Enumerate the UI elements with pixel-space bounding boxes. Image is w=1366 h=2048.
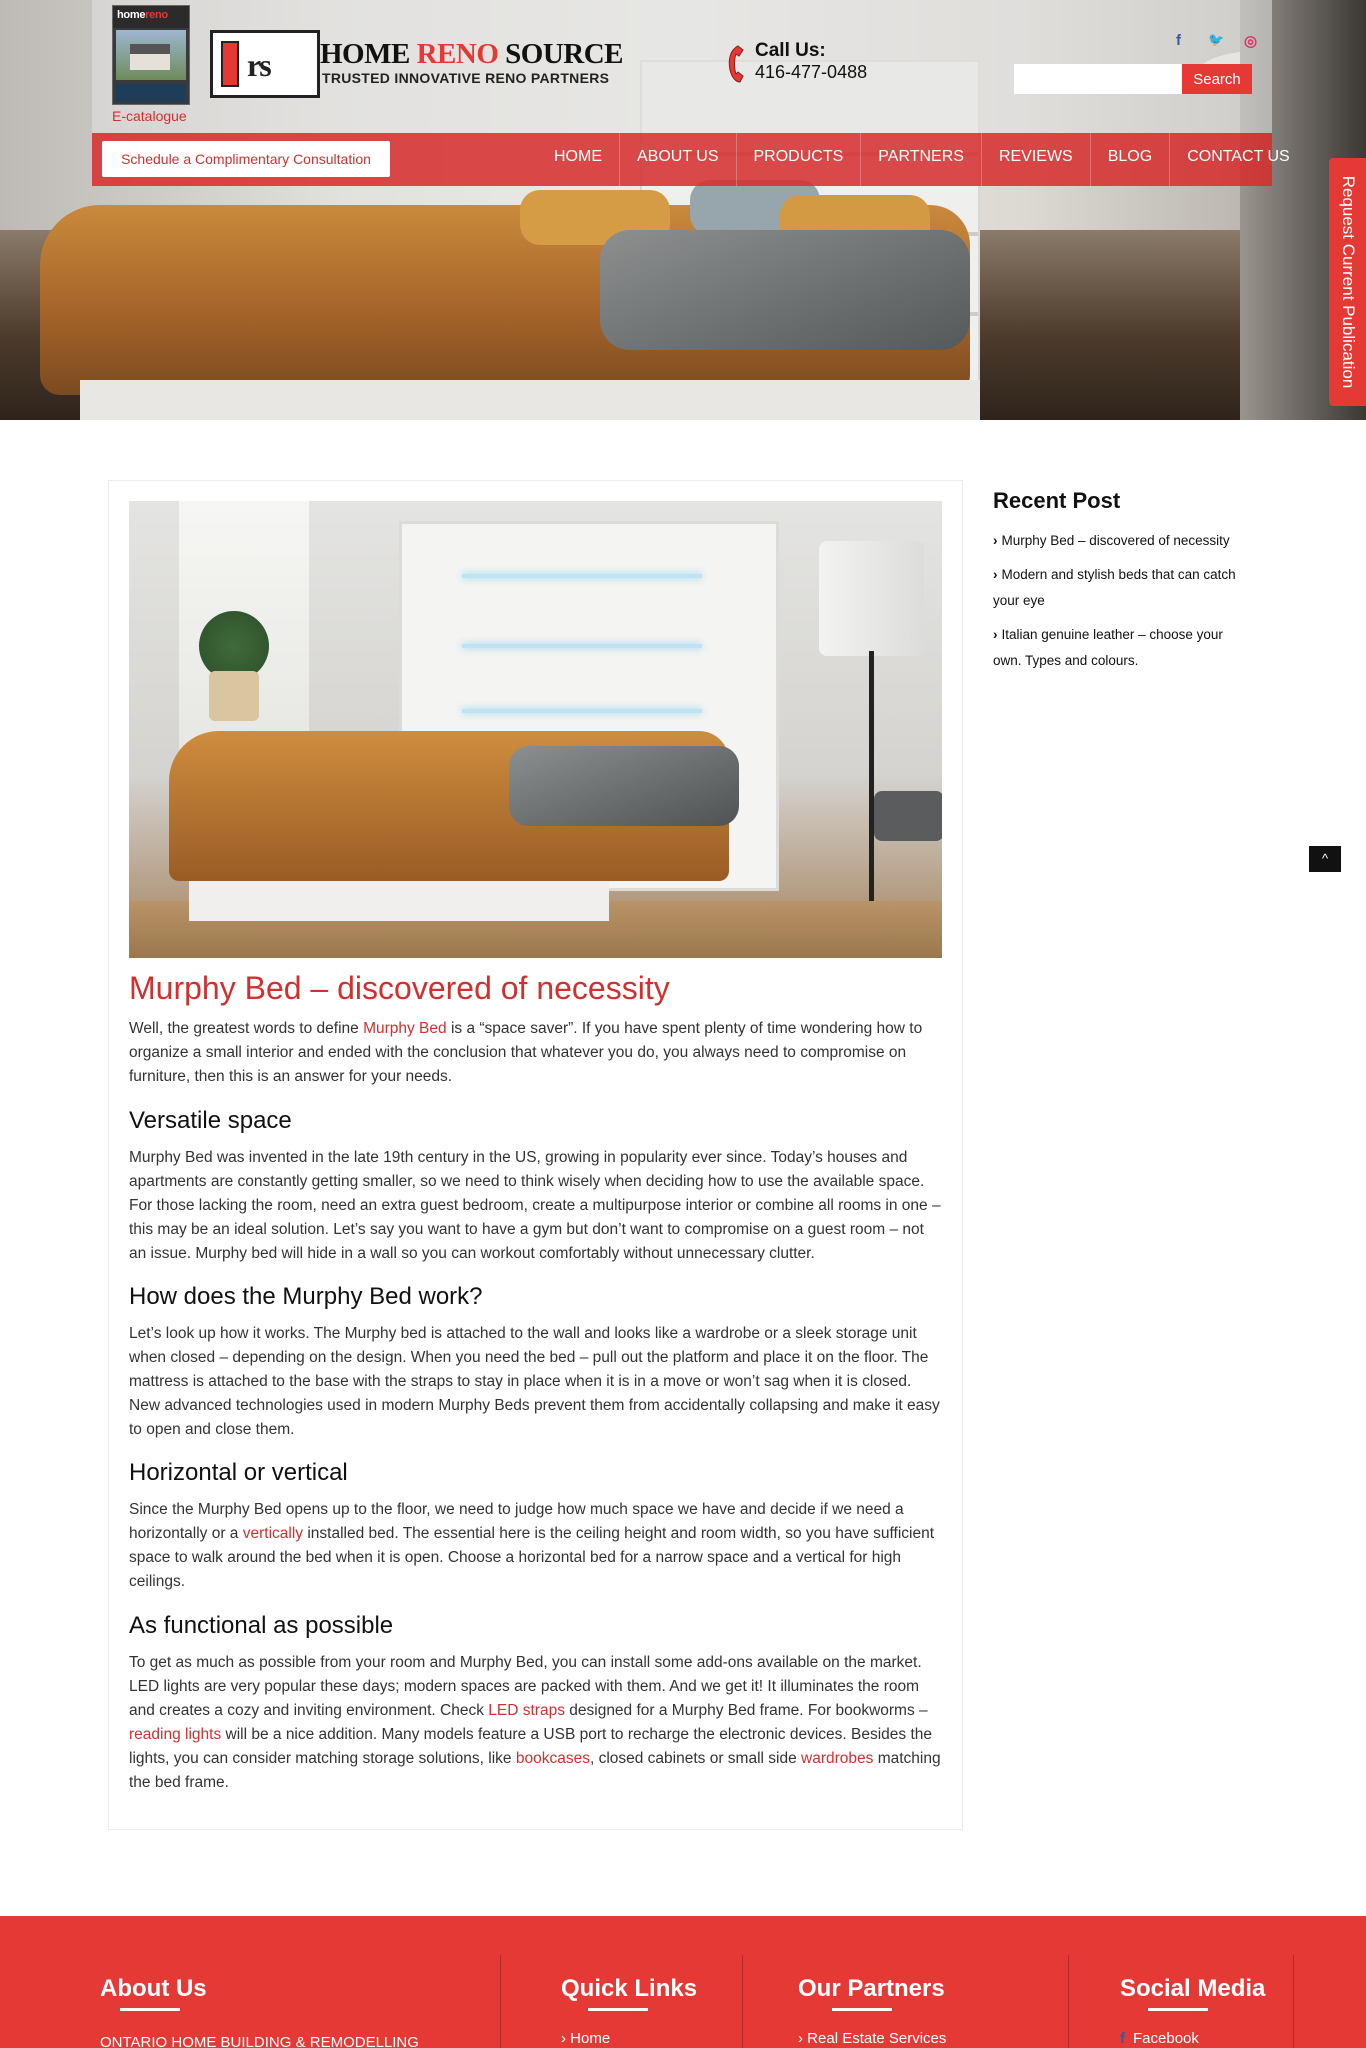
image-lamp: [819, 541, 924, 656]
image-blanket: [509, 746, 739, 826]
footer-divider: [1293, 1955, 1294, 2048]
footer-underline: [1148, 2008, 1208, 2011]
phone-icon: [726, 44, 744, 84]
chevron-up-icon: ^: [1321, 851, 1329, 866]
brand-name: HOME RENO SOURCE: [320, 38, 623, 70]
twitter-icon[interactable]: 🐦: [1208, 32, 1225, 47]
paragraph-horizontal-vertical: Since the Murphy Bed opens up to the floor, we need to judge how much space we have and decide if we need a horizontally or a vertically installed bed. The essential here is the ceiling height and room width, so you have sufficient space to walk around the bed when it is open. Choose a horizontal bed for a narrow space and a vertical for high ceilings.: [129, 1501, 935, 1590]
recent-post-item[interactable]: › Italian genuine leather – choose your own. Types and colours.: [993, 627, 1223, 668]
logo-mark: [210, 30, 320, 98]
nav-home[interactable]: HOME: [554, 148, 602, 165]
image-chair: [874, 791, 942, 841]
chevron-right-icon: ›: [993, 567, 998, 582]
footer-divider: [500, 1955, 501, 2048]
footer-divider: [1068, 1955, 1069, 2048]
main-nav: [537, 133, 1307, 186]
footer-quick-links-title: Quick Links: [561, 1975, 698, 2002]
ecatalogue-link[interactable]: E-catalogue: [112, 108, 187, 124]
footer-link-home[interactable]: › Home: [561, 2030, 611, 2047]
nav-blog[interactable]: BLOG: [1090, 133, 1169, 186]
logo-monogram: rs: [247, 47, 270, 83]
chevron-right-icon: ›: [993, 533, 998, 548]
search-input[interactable]: [1014, 64, 1182, 94]
image-lamp-pole: [869, 651, 874, 901]
footer-underline: [588, 2008, 648, 2011]
search-button[interactable]: Search: [1182, 64, 1252, 94]
paragraph-functional: To get as much as possible from your room and Murphy Bed, you can install some add-ons available on the market. LED lights are very popular these days; modern spaces are packed with them. And we get it! It illuminates the room and creates a cozy and inviting environment. Check LED straps designed for a Murphy Bed frame. For bookworms – reading lights will be a nice addition. Many models feature a USB port to recharge the electronic devices. Besides the lights, you can consider matching storage solutions, like bookcases, closed cabinets or small side wardrobes matching the bed frame.: [129, 1654, 941, 1791]
facebook-icon: f: [1120, 2030, 1125, 2047]
footer-about-text: ONTARIO HOME BUILDING & REMODELLING: [100, 2034, 419, 2048]
nav-contact-us[interactable]: CONTACT US: [1169, 133, 1307, 186]
chevron-right-icon: ›: [993, 627, 998, 642]
recent-post-item[interactable]: › Murphy Bed – discovered of necessity: [993, 533, 1230, 548]
instagram-icon[interactable]: ◎: [1244, 33, 1258, 50]
footer-underline: [120, 2008, 180, 2011]
recent-post-item[interactable]: › Modern and stylish beds that can catch your eye: [993, 567, 1236, 608]
post-intro: Well, the greatest words to define Murphy Bed is a “space saver”. If you have spent plenty of time wondering how to organize a small interior and ended with the conclusion that whatever you do, you always need to compromise on furniture, then this is an answer for your needs.: [129, 1020, 923, 1085]
reading-lights-link[interactable]: reading lights: [129, 1726, 222, 1743]
post-title: Murphy Bed – discovered of necessity: [129, 970, 670, 1006]
schedule-consultation-button[interactable]: Schedule a Complimentary Consultation: [102, 141, 390, 177]
facebook-icon[interactable]: f: [1176, 32, 1181, 49]
vertically-link[interactable]: vertically: [242, 1525, 304, 1542]
footer-partners-title: Our Partners: [798, 1975, 945, 2002]
footer-social-title: Social Media: [1120, 1975, 1266, 2002]
back-to-top-button[interactable]: [1309, 846, 1341, 872]
request-publication-label: Request Current Publication: [1338, 175, 1358, 389]
catalogue-cover-title: homereno: [113, 6, 189, 28]
footer-underline: [832, 2008, 892, 2011]
heading-horizontal-vertical: Horizontal or vertical: [129, 1459, 348, 1486]
hero-bed-base: [80, 380, 980, 420]
catalogue-cover-photo: [116, 30, 186, 80]
ecatalogue-cover[interactable]: [112, 5, 190, 105]
hero-blanket: [600, 230, 970, 350]
nav-about-us[interactable]: ABOUT US: [619, 133, 736, 186]
bookcases-link[interactable]: bookcases: [515, 1750, 590, 1767]
site-logo[interactable]: [210, 30, 623, 100]
footer-facebook-link[interactable]: f Facebook: [1120, 2030, 1199, 2047]
heading-functional: As functional as possible: [129, 1612, 394, 1639]
heading-versatile-space: Versatile space: [129, 1107, 292, 1134]
image-basket: [209, 671, 259, 721]
call-us-label: Call Us:: [755, 40, 826, 61]
post-featured-image: [129, 501, 942, 958]
nav-products[interactable]: PRODUCTS: [736, 133, 861, 186]
recent-post-title: Recent Post: [993, 488, 1121, 513]
catalogue-cover-strip: [116, 84, 186, 102]
recent-post-list: [993, 528, 1248, 682]
brand-tagline: TRUSTED INNOVATIVE RENO PARTNERS: [322, 70, 610, 86]
paragraph-versatile-space: Murphy Bed was invented in the late 19th century in the US, growing in popularity ever since. Today’s houses and apartments are constantly getting smaller, so we need to think wisely when deciding how to use the available space. For those lacking the room, need an extra guest bedroom, create a multipurpose interior or combine all rooms in one – this may be an ideal solution. Let’s say you want to have a gym but don’t want to compromise on a guest room – not an issue. Murphy bed will hide in a wall so you can workout comfortably without unnecessary clutter.: [129, 1149, 941, 1262]
led-straps-link[interactable]: LED straps: [488, 1702, 565, 1719]
phone-number-link[interactable]: 416-477-0488: [755, 62, 868, 82]
footer-divider: [742, 1955, 743, 2048]
paragraph-how-it-works: Let’s look up how it works. The Murphy bed is attached to the wall and looks like a wardrobe or a sleek storage unit when closed – depending on the design. When you need the bed – pull out the platform and place it on the floor. The mattress is attached to the base with the straps to stay in place when it is in a move or won’t sag when it is closed. New advanced technologies used in modern Murphy Beds prevent them from accidentally collapsing and make it easy to open and close them.: [129, 1325, 940, 1438]
wardrobes-link[interactable]: wardrobes: [801, 1750, 874, 1767]
heading-how-it-works: How does the Murphy Bed work?: [129, 1283, 483, 1310]
footer-about-title: About Us: [100, 1975, 207, 2002]
footer-link-real-estate[interactable]: › Real Estate Services: [798, 2030, 947, 2047]
murphy-bed-link[interactable]: Murphy Bed: [363, 1020, 447, 1037]
nav-reviews[interactable]: REVIEWS: [981, 133, 1090, 186]
nav-partners[interactable]: PARTNERS: [860, 133, 981, 186]
request-publication-tab[interactable]: [1329, 158, 1366, 406]
call-us-block: [755, 40, 867, 83]
